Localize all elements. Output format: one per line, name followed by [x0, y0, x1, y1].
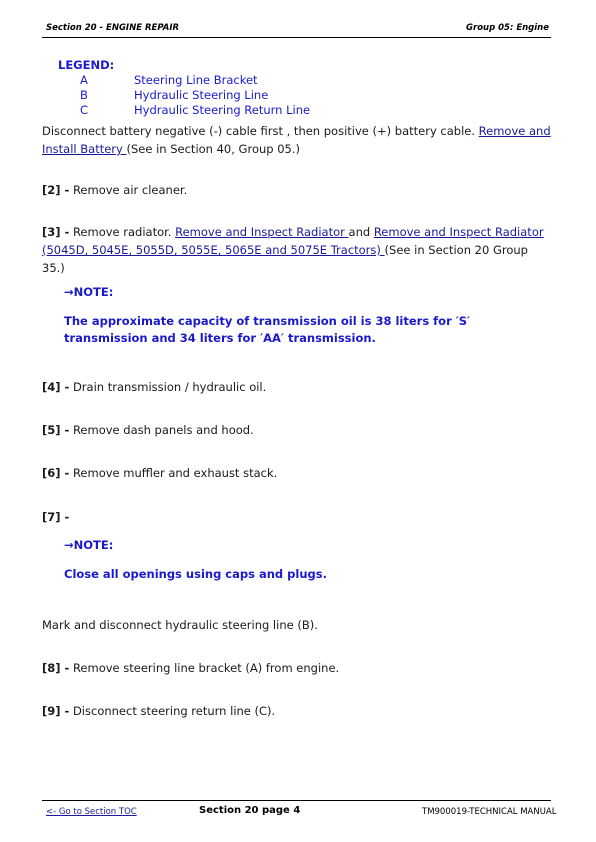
battery-link[interactable]: Remove and Install Battery — [42, 124, 551, 156]
step-number: [3] - — [42, 225, 70, 239]
step-4 — [42, 378, 552, 396]
step-3 — [42, 223, 552, 277]
header-section-title: Section 20 - ENGINE REPAIR — [46, 23, 180, 33]
step-9 — [42, 702, 552, 720]
step-text: Remove steering line bracket (A) from engine. — [69, 661, 340, 675]
footer-page-number: Section 20 page 4 — [199, 805, 301, 816]
step-8 — [42, 659, 552, 677]
legend-key-c: C — [80, 103, 89, 117]
note-label: →NOTE: — [64, 538, 114, 552]
step-text: Drain transmission / hydraulic oil. — [69, 380, 267, 394]
step-text: Remove air cleaner. — [69, 183, 188, 197]
step-number: [5] - — [42, 423, 70, 437]
legend-title: LEGEND: — [58, 58, 115, 72]
header-group-title: Group 05: Engine — [466, 23, 549, 33]
header-divider — [42, 37, 551, 38]
legend-key-a: A — [80, 73, 88, 87]
step-text: Remove muffler and exhaust stack. — [69, 466, 278, 480]
step-text: Remove dash panels and hood. — [69, 423, 254, 437]
note-text: Close all openings using caps and plugs. — [64, 567, 327, 581]
step-number: [8] - — [42, 661, 70, 675]
footer-divider — [42, 800, 551, 801]
radiator-link[interactable]: Remove and Inspect Radiator — [175, 225, 349, 239]
legend-key-b: B — [80, 88, 88, 102]
step-7 — [42, 508, 552, 526]
legend-label-c: Hydraulic Steering Return Line — [134, 103, 311, 117]
note-text: The approximate capacity of transmission oil is 38 liters for ′S′ transmission and 34 liters for ′AA′ transmission. — [64, 314, 471, 345]
battery-paragraph — [42, 122, 552, 158]
footer-manual-id: TM900019-TECHNICAL MANUAL — [422, 807, 557, 817]
note-label: →NOTE: — [64, 285, 114, 299]
step-number: [6] - — [42, 466, 70, 480]
step-text: Disconnect steering return line (C). — [69, 704, 276, 718]
step-number: [7] - — [42, 510, 70, 524]
step-number: [4] - — [42, 380, 70, 394]
step-text: Remove radiator. — [69, 225, 176, 239]
step-number: [2] - — [42, 183, 70, 197]
step-5 — [42, 421, 552, 439]
step-text-and: and — [348, 225, 374, 239]
legend-label-b: Hydraulic Steering Line — [134, 88, 269, 102]
go-to-section-toc-link[interactable]: <- Go to Section TOC — [46, 807, 137, 817]
step-suffix: (See in Section 20 Group 35.) — [42, 243, 528, 275]
step-number: [9] - — [42, 704, 70, 718]
battery-suffix: (See in Section 40, Group 05.) — [126, 142, 300, 156]
radiator-tractors-link[interactable]: Remove and Inspect Radiator (5045D, 5045E, 5055D, 5055E, 5065E and 5075E Tractors) — [42, 225, 544, 257]
step-6 — [42, 464, 552, 482]
step-7-body: Mark and disconnect hydraulic steering line (B). — [42, 618, 318, 632]
step-2 — [42, 181, 552, 199]
battery-text: Disconnect battery negative (-) cable first , then positive (+) battery cable. — [42, 124, 479, 138]
legend-label-a: Steering Line Bracket — [134, 73, 258, 87]
